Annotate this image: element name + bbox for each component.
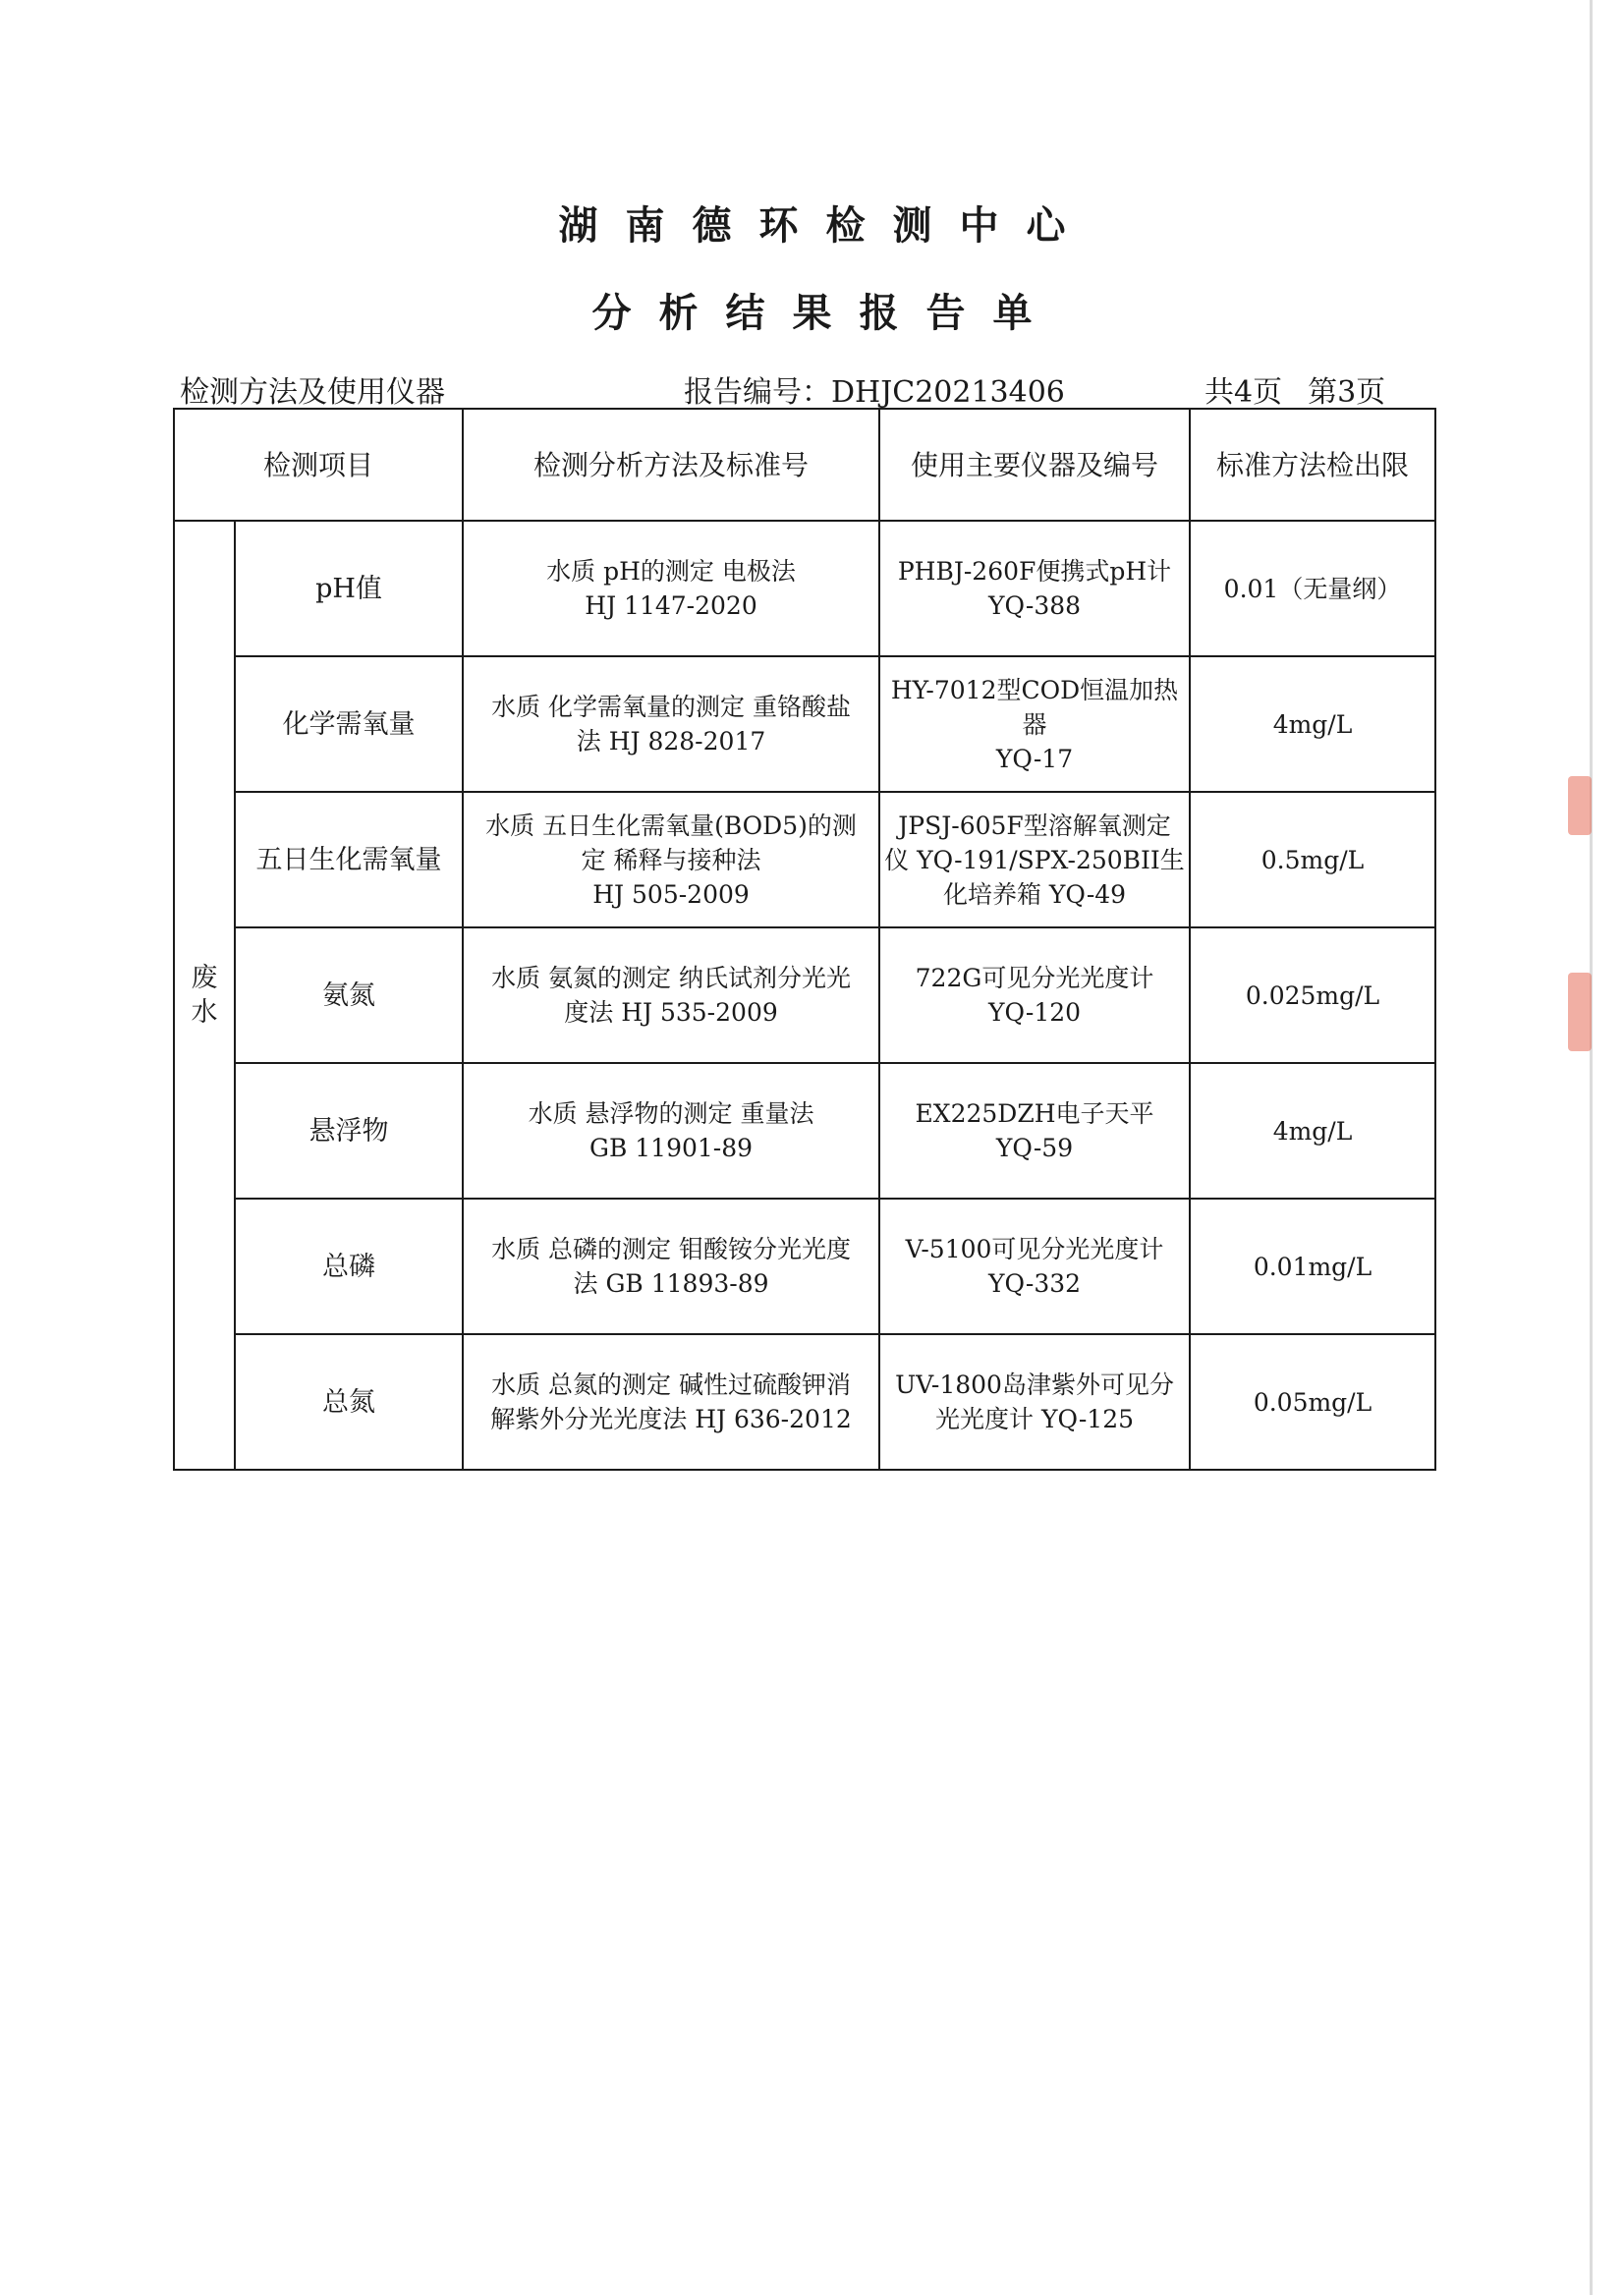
item-cell: pH值 (235, 521, 463, 656)
instrument-cell (879, 521, 1190, 656)
current-page: 第3页 (1308, 375, 1386, 410)
method-cell (463, 656, 879, 792)
item-cell: 总氮 (235, 1334, 463, 1470)
instrument-cell (879, 1334, 1190, 1470)
instrument-line: PHBJ-260F便携式pH计 (897, 557, 1172, 586)
table-row (174, 1063, 1435, 1199)
instrument-line: 722G可见分光光度计 (915, 964, 1154, 992)
table-header-row (174, 409, 1435, 521)
instrument-cell (879, 1063, 1190, 1199)
category-cell: 废水 (174, 521, 235, 1470)
item-cell: 氨氮 (235, 927, 463, 1063)
report-number: 报告编号：DHJC20213406 (684, 375, 1065, 410)
limit-cell: 0.01mg/L (1190, 1199, 1435, 1334)
method-line: GB 11901-89 (588, 1134, 754, 1162)
instrument-line: UV-1800岛津紫外可见分 (895, 1371, 1174, 1399)
instrument-line: V-5100可见分光光度计 (905, 1235, 1164, 1263)
instrument-line: HY-7012型COD恒温加热器 (890, 675, 1179, 739)
section-title: 检测方法及使用仪器 (180, 375, 445, 410)
method-line: 解紫外分光光度法 HJ 636-2012 (490, 1405, 852, 1433)
method-cell (463, 792, 879, 927)
methods-table (173, 408, 1436, 1471)
table-row (174, 1334, 1435, 1470)
page-indicator (1204, 367, 1385, 411)
instrument-line: YQ-388 (987, 591, 1082, 620)
method-line: 水质 氨氮的测定 纳氏试剂分光光 (491, 964, 851, 992)
method-cell (463, 1334, 879, 1470)
instrument-cell (879, 792, 1190, 927)
table-row (174, 927, 1435, 1063)
method-cell (463, 1063, 879, 1199)
organization-title: 湖南德环检测中心 (558, 203, 1093, 249)
instrument-line: 仪 YQ-191/SPX-250BII生 (884, 845, 1185, 874)
method-line: 水质 化学需氧量的测定 重铬酸盐 (491, 693, 851, 721)
method-line: 法 HJ 828-2017 (576, 727, 766, 756)
method-line: 水质 悬浮物的测定 重量法 (528, 1099, 814, 1128)
method-line: 水质 五日生化需氧量(BOD5)的测 (485, 811, 857, 840)
seal-stamp-fragment (1568, 973, 1592, 1051)
table-row (174, 521, 1435, 656)
limit-cell: 4mg/L (1190, 1063, 1435, 1199)
method-line: 水质 pH的测定 电极法 (546, 557, 796, 586)
instrument-line: EX225DZH电子天平 (915, 1099, 1154, 1128)
instrument-line: YQ-59 (995, 1134, 1074, 1162)
header-item: 检测项目 (174, 409, 463, 521)
method-line: 定 稀释与接种法 (581, 845, 761, 874)
instrument-cell (879, 1199, 1190, 1334)
document-title: 分析结果报告单 (591, 291, 1060, 336)
instrument-line: 化培养箱 YQ-49 (942, 879, 1127, 909)
limit-cell: 0.5mg/L (1190, 792, 1435, 927)
instrument-line: JPSJ-605F型溶解氧测定 (898, 811, 1171, 840)
item-cell: 总磷 (235, 1199, 463, 1334)
item-cell: 五日生化需氧量 (235, 792, 463, 927)
method-cell (463, 521, 879, 656)
method-cell (463, 1199, 879, 1334)
limit-cell: 4mg/L (1190, 656, 1435, 792)
header-instrument: 使用主要仪器及编号 (879, 409, 1190, 521)
item-cell: 化学需氧量 (235, 656, 463, 792)
table-row (174, 1199, 1435, 1334)
method-line: 水质 总氮的测定 碱性过硫酸钾消 (491, 1371, 851, 1399)
instrument-line: YQ-120 (987, 998, 1082, 1027)
page-edge-line (1590, 0, 1593, 2295)
limit-cell: 0.025mg/L (1190, 927, 1435, 1063)
method-cell (463, 927, 879, 1063)
table-row (174, 656, 1435, 792)
table-row (174, 792, 1435, 927)
instrument-line: YQ-17 (995, 744, 1074, 773)
limit-cell: 0.05mg/L (1190, 1334, 1435, 1470)
method-line: HJ 1147-2020 (585, 591, 757, 620)
instrument-line: YQ-332 (987, 1269, 1082, 1298)
limit-cell: 0.01（无量纲） (1190, 521, 1435, 656)
instrument-cell (879, 656, 1190, 792)
method-line: HJ 505-2009 (592, 879, 750, 909)
total-pages: 共4页 (1204, 375, 1283, 410)
instrument-line: 光光度计 YQ-125 (935, 1405, 1135, 1433)
header-limit: 标准方法检出限 (1190, 409, 1435, 521)
item-cell: 悬浮物 (235, 1063, 463, 1199)
method-line: 法 GB 11893-89 (573, 1269, 769, 1298)
method-line: 水质 总磷的测定 钼酸铵分光光度 (491, 1235, 851, 1263)
instrument-cell (879, 927, 1190, 1063)
seal-stamp-fragment (1568, 776, 1592, 835)
method-line: 度法 HJ 535-2009 (564, 998, 778, 1027)
header-method: 检测分析方法及标准号 (463, 409, 879, 521)
